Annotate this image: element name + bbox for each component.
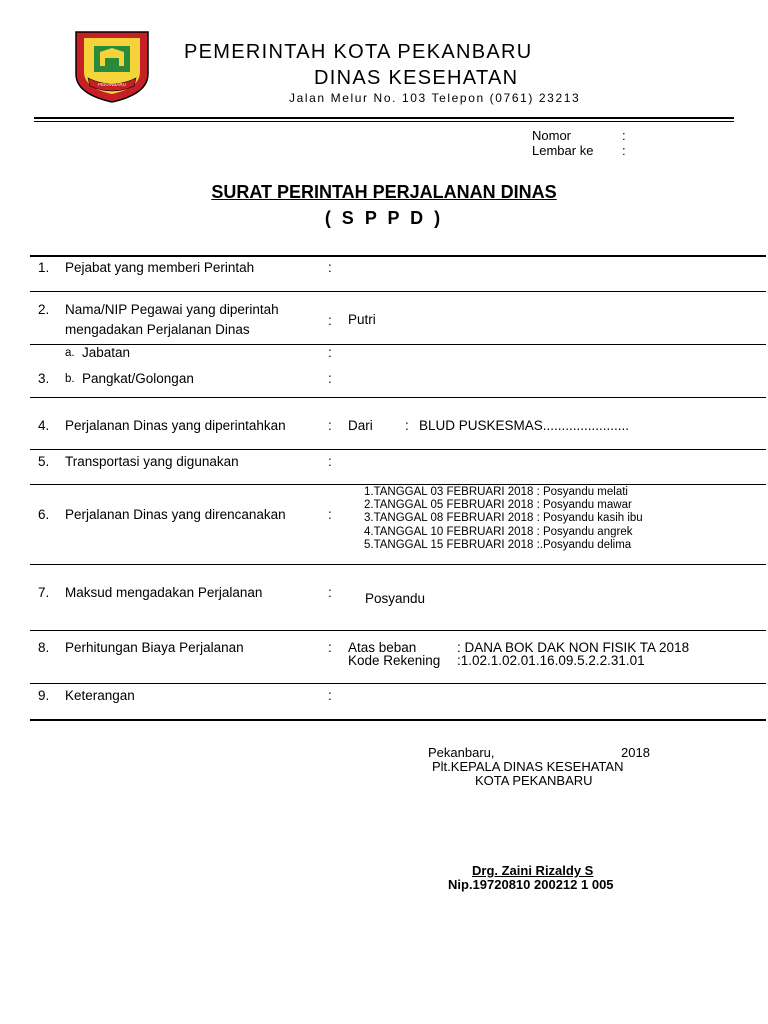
row-label-nama-line2: mengadakan Perjalanan Dinas — [65, 322, 250, 337]
row-divider — [30, 449, 766, 450]
signature-year: 2018 — [621, 745, 650, 760]
row-label-jabatan: Jabatan — [82, 345, 131, 360]
header-address: Jalan Melur No. 103 Telepon (0761) 23213 — [289, 91, 581, 105]
row-label-pangkat: Pangkat/Golongan — [82, 371, 194, 386]
svg-text:PEKANBARU: PEKANBARU — [98, 82, 126, 87]
row-divider — [30, 683, 766, 684]
row-colon: : — [328, 313, 332, 328]
sub-mark-a: a. — [65, 347, 75, 359]
document-title: SURAT PERINTAH PERJALANAN DINAS — [211, 182, 557, 202]
row-number: 1. — [38, 260, 50, 275]
row-label-perjalanan-diperintahkan: Perjalanan Dinas yang diperintahkan — [65, 418, 286, 433]
signatory-name: Drg. Zaini Rizaldy S — [472, 863, 594, 878]
row-number: 2. — [38, 302, 50, 317]
row-label-biaya: Perhitungan Biaya Perjalanan — [65, 640, 244, 655]
row-number: 3. — [38, 371, 50, 386]
atas-beban-value: : DANA BOK DAK NON FISIK TA 2018 — [457, 640, 690, 655]
atas-beban-label: Atas beban — [348, 640, 417, 655]
table-top-rule — [30, 255, 766, 257]
row-number: 5. — [38, 454, 50, 469]
header-department-title: DINAS KESEHATAN — [314, 67, 519, 89]
row-number: 7. — [38, 585, 50, 600]
row-colon: : — [328, 454, 332, 469]
row-colon: : — [328, 585, 332, 600]
schedule-item: 2.TANGGAL 05 FEBRUARI 2018 : Posyandu mawar — [364, 499, 632, 511]
signature-position: Plt.KEPALA DINAS KESEHATAN — [432, 759, 624, 774]
document-subtitle: ( S P P D ) — [324, 208, 444, 228]
row-colon: : — [328, 371, 332, 386]
table-bottom-rule — [30, 719, 766, 721]
row-label-keterangan: Keterangan — [65, 688, 135, 703]
sub-mark-b: b. — [65, 373, 75, 385]
row-label-pejabat: Pejabat yang memberi Perintah — [65, 260, 255, 275]
row-label-nama-line1: Nama/NIP Pegawai yang diperintah — [65, 302, 279, 317]
dari-colon: : — [405, 418, 409, 433]
row-colon: : — [328, 260, 332, 275]
kode-rekening-value: :1.02.1.02.01.16.09.5.2.2.31.01 — [457, 653, 645, 668]
row-colon: : — [328, 345, 332, 360]
header-divider-thin — [34, 121, 734, 122]
row-number: 8. — [38, 640, 50, 655]
row-divider — [30, 630, 766, 631]
row-value-nama: Putri — [348, 312, 376, 327]
schedule-item: 3.TANGGAL 08 FEBRUARI 2018 : Posyandu kasih ibu — [364, 512, 643, 524]
row-number: 6. — [38, 507, 50, 522]
row-colon: : — [328, 640, 332, 655]
row-label-direncanakan: Perjalanan Dinas yang direncanakan — [65, 507, 286, 522]
schedule-item: 1.TANGGAL 03 FEBRUARI 2018 : Posyandu melati — [364, 486, 628, 498]
row-colon: : — [328, 418, 332, 433]
signature-place: Pekanbaru, — [428, 745, 495, 760]
row-number: 4. — [38, 418, 50, 433]
signatory-nip: Nip.19720810 200212 1 005 — [448, 877, 614, 892]
row-divider — [30, 397, 766, 398]
header-divider — [34, 117, 734, 119]
signature-city: KOTA PEKANBARU — [475, 773, 593, 788]
row-number: 9. — [38, 688, 50, 703]
row-value-maksud: Posyandu — [365, 591, 426, 606]
header-government-title: PEMERINTAH KOTA PEKANBARU — [184, 41, 533, 63]
schedule-item: 4.TANGGAL 10 FEBRUARI 2018 : Posyandu angrek — [364, 526, 633, 538]
row-divider — [30, 291, 766, 292]
row-colon: : — [328, 507, 332, 522]
row-label-maksud: Maksud mengadakan Perjalanan — [65, 585, 263, 600]
row-colon: : — [328, 688, 332, 703]
row-divider — [30, 344, 766, 345]
row-value-dari: BLUD PUSKESMAS....................... — [419, 418, 630, 433]
lembar-colon: : — [622, 143, 626, 158]
row-label-transportasi: Transportasi yang digunakan — [65, 454, 239, 469]
lembar-label: Lembar ke — [532, 143, 594, 158]
city-emblem-logo — [72, 28, 152, 104]
dari-label: Dari — [348, 418, 373, 433]
schedule-item: 5.TANGGAL 15 FEBRUARI 2018 :.Posyandu delima — [364, 539, 632, 551]
kode-rekening-label: Kode Rekening — [348, 653, 441, 668]
nomor-label: Nomor — [532, 128, 572, 143]
row-divider — [30, 484, 766, 485]
nomor-colon: : — [622, 128, 626, 143]
row-divider — [30, 564, 766, 565]
